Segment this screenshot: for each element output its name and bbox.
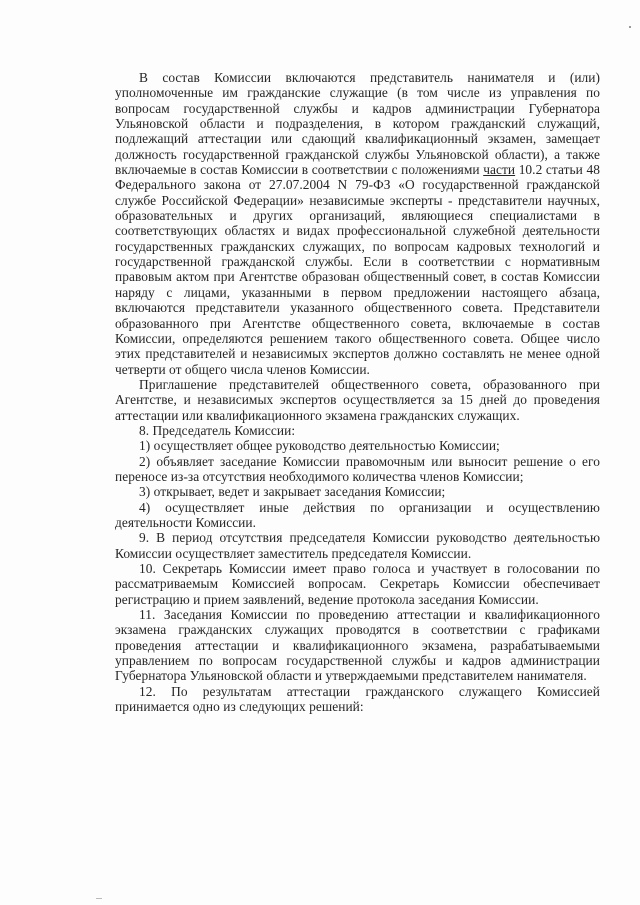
underlined-reference: части xyxy=(483,162,516,178)
scan-speck xyxy=(629,26,631,28)
paragraph-item-8-2: 2) объявляет заседание Комиссии правомочным или выносит решение о его переносе из-за отсутствия необходимого количества членов Комиссии; xyxy=(115,453,600,484)
paragraph-invitation: Приглашение представителей общественного совета, образованного при Агентстве, и независимых экспертов осуществляется за 15 дней до проведения аттестации или квалификационного экзамена гражданских служащих. xyxy=(115,376,600,423)
paragraph-commission-composition xyxy=(115,70,600,377)
paragraph-item-8-4: 4) осуществляет иные действия по организации и осуществлению деятельности Комиссии. xyxy=(115,499,600,530)
paragraph-item-10: 10. Секретарь Комиссии имеет право голоса и участвует в голосовании по рассматриваемым Комиссией вопросам. Секретарь Комиссии обеспечивает регистрацию и прием заявлений, ведение протокола заседания Комиссии. xyxy=(115,561,600,607)
document-body xyxy=(115,70,600,714)
text-segment: 10.2 статьи 48 Федерального закона от 27.07.2004 N 79-ФЗ «О государственной гражданской службе Российской Федерации» независимые эксперты - представители научных, образовательных и других организаций, являющиеся специалистами в соответствующих областях и видах профессиональной служебной деятельности государственных гражданских служащих, по вопросам кадровых технологий и государственной гражданской службы. Если в соответствии с нормативным правовым актом при Агентстве образован общественный совет, в состав Комиссии наряду с лицами, указанными в первом предложении настоящего абзаца, включаются представители указанного общественного совета. Представители образованного при Агентстве общественного совета, включаемые в состав Комиссии, определяются решением такого общественного совета. Общее число этих представителей и независимых экспертов должно составлять не менее одной четверти от общего числа членов Комиссии. xyxy=(115,162,600,377)
paragraph-item-9: 9. В период отсутствия председателя Комиссии руководство деятельностью Комиссии осуществляет заместитель председателя Комиссии. xyxy=(115,530,600,561)
paragraph-item-8-3: 3) открывает, ведет и закрывает заседания Комиссии; xyxy=(139,484,446,500)
scan-speck xyxy=(96,898,102,899)
paragraph-item-8-1: 1) осуществляет общее руководство деятельностью Комиссии; xyxy=(139,438,500,454)
paragraph-item-8: 8. Председатель Комиссии: xyxy=(139,422,296,438)
paragraph-item-12: 12. По результатам аттестации гражданского служащего Комиссией принимается одно из следующих решений: xyxy=(115,683,600,715)
paragraph-item-11: 11. Заседания Комиссии по проведению аттестации и квалификационного экзамена гражданских служащих проводятся в соответствии с графиками проведения аттестации и квалификационного экзамена, разрабатываемыми управлением по вопросам государственной службы и кадров администрации Губернатора Ульяновской области и утверждаемыми представителем нанимателя. xyxy=(115,607,600,684)
text-segment: В состав Комиссии включаются представитель нанимателя и (или) уполномоченные им гражданские служащие (в том числе из управления по вопросам государственной службы и кадров администрации Губернатора Ульяновской области и подразделения, в котором гражданский служащий, подлежащий аттестации или сдающий квалификационный экзамен, замещает должность государственной гражданской службы Ульяновской области), а также включаемые в состав Комиссии в соответствии с положениями xyxy=(115,70,600,178)
